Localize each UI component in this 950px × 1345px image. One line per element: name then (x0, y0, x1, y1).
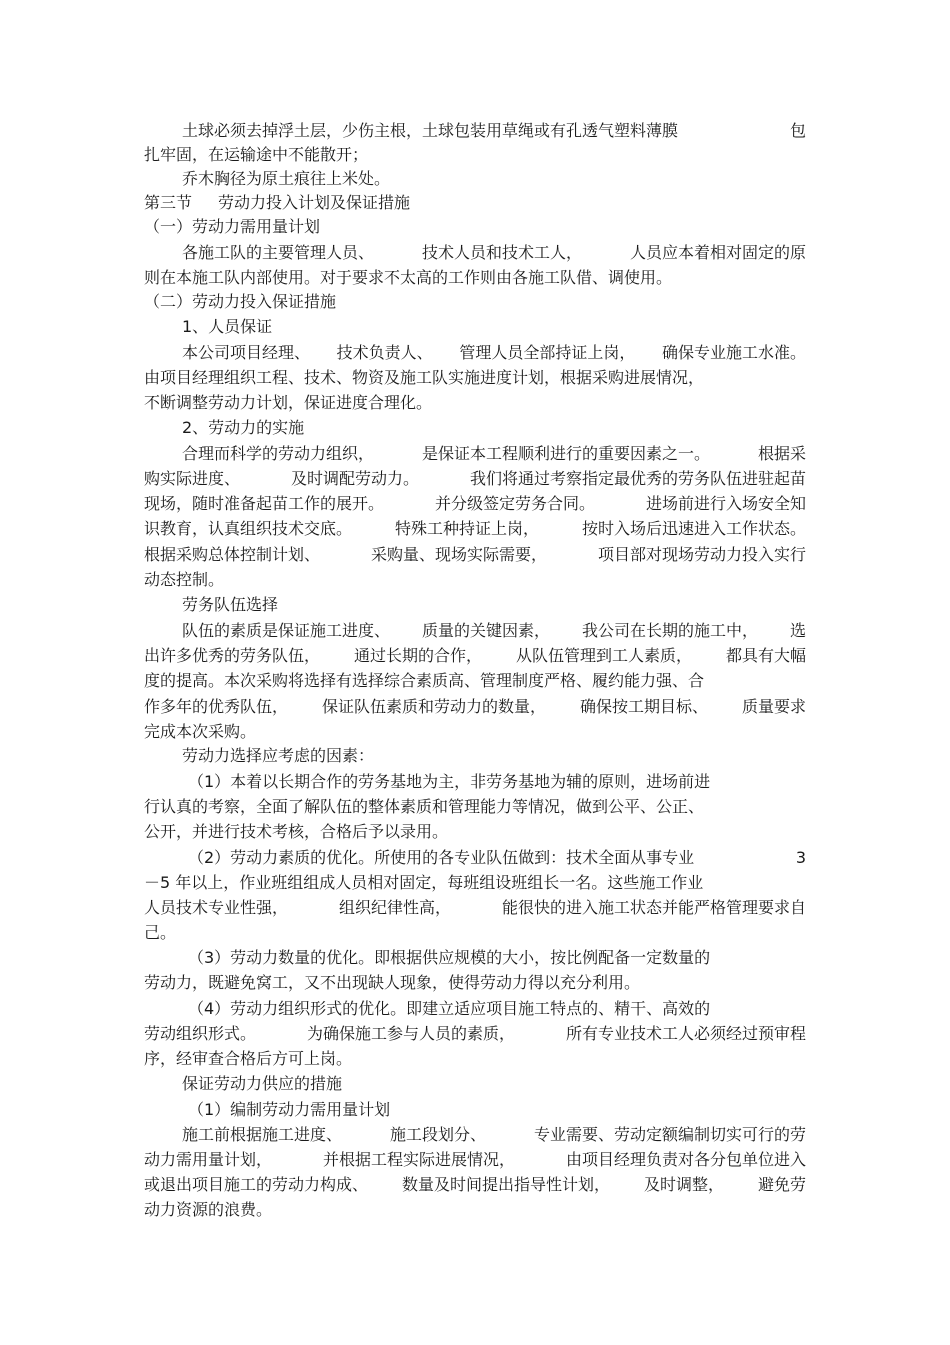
text-line (188, 999, 806, 1019)
text-segment: 扎牢固，在运输途中不能散开； (144, 145, 369, 164)
text-line (144, 193, 806, 213)
text-segment: 乔木胸径为原土痕往上米处。 (182, 169, 391, 188)
text-segment: 合理而科学的劳动力组织， (182, 444, 375, 463)
text-line (144, 545, 806, 565)
text-line (144, 898, 806, 918)
text-segment: 项目部对现场劳动力投入实行 (597, 545, 806, 564)
text-line (188, 848, 806, 868)
text-segment: 施工段划分、 (389, 1125, 486, 1144)
text-segment: 确保按工期目标、 (579, 697, 708, 716)
text-segment: （1）编制劳动力需用量计划 (188, 1100, 391, 1119)
text-line (144, 646, 806, 666)
text-line (182, 343, 806, 363)
text-segment: 确保专业施工水准。 (661, 343, 806, 362)
text-segment: 由项目经理负责对各分包单位进入 (565, 1150, 806, 1169)
text-segment: 1、人员保证 (182, 317, 273, 336)
text-segment: 动态控制。 (144, 570, 225, 589)
text-segment: 质量的关键因素， (421, 621, 550, 640)
text-segment: 劳动力，既避免窝工，又不出现缺人现象，使得劳动力得以充分利用。 (144, 973, 641, 992)
text-segment: 保证劳动力供应的措施 (182, 1074, 343, 1093)
text-line (144, 519, 806, 539)
text-line (144, 1049, 806, 1069)
text-segment: 公开，并进行技术考核，合格后予以录用。 (144, 822, 449, 841)
text-line (182, 595, 806, 615)
text-segment: 质量要求 (741, 697, 806, 716)
text-line (182, 169, 806, 189)
text-segment: 不断调整劳动力计划，保证进度合理化。 (144, 393, 433, 412)
text-segment: 能很快的进入施工状态并能严格管理要求自 (501, 898, 806, 917)
text-line (188, 772, 806, 792)
section-title: 劳动力投入计划及保证措施 (218, 193, 411, 212)
text-segment: 度的提高。本次采购将选择有选择综合素质高、管理制度严格、履约能力强、合 (144, 671, 705, 690)
text-segment: （一）劳动力需用量计划 (144, 217, 321, 236)
text-line (182, 1074, 806, 1094)
text-line (144, 873, 806, 893)
text-line (144, 570, 806, 590)
text-segment: 管理人员全部持证上岗， (459, 343, 636, 362)
text-line (144, 797, 806, 817)
text-line (144, 469, 806, 489)
text-segment: －5 年以上，作业班组组成人员相对固定，每班组设班组长一名。这些施工作业 (144, 873, 704, 892)
text-segment: 队伍的素质是保证施工进度、 (182, 621, 391, 640)
text-segment: 人员应本着相对固定的原 (629, 243, 806, 262)
text-segment: （4）劳动力组织形式的优化。即建立适应项目施工特点的、精干、高效的 (188, 999, 711, 1018)
text-line (144, 822, 806, 842)
text-segment: 技术负责人、 (336, 343, 433, 362)
text-segment: 作多年的优秀队伍， (144, 697, 289, 716)
text-segment: 劳动组织形式。 (144, 1024, 257, 1043)
text-segment: 采购量、现场实际需要， (370, 545, 547, 564)
text-segment: 则在本施工队内部使用。对于要求不太高的工作则由各施工队借、调使用。 (144, 268, 673, 287)
text-line (144, 1150, 806, 1170)
text-segment: 保证队伍素质和劳动力的数量， (321, 697, 546, 716)
text-segment: 所有专业技术工人必须经过预审程 (565, 1024, 806, 1043)
text-segment: 数量及时间提出指导性计划， (401, 1175, 610, 1194)
text-line (182, 621, 806, 641)
text-segment: 序，经审查合格后方可上岗。 (144, 1049, 353, 1068)
text-segment: 施工前根据施工进度、 (182, 1125, 343, 1144)
text-segment: 包 (789, 121, 806, 140)
text-segment: 都具有大幅 (725, 646, 806, 665)
text-line (188, 1100, 806, 1120)
text-segment: 按时入场后迅速进入工作状态。 (581, 519, 806, 538)
text-line (182, 746, 806, 766)
text-segment: （2）劳动力素质的优化。所使用的各专业队伍做到：技术全面从事专业 (188, 848, 695, 867)
text-line (182, 418, 806, 438)
text-segment: 并分级签定劳务合同。 (434, 494, 595, 513)
text-line (144, 722, 806, 742)
text-line (182, 1125, 806, 1145)
text-segment: 本公司项目经理、 (182, 343, 311, 362)
text-segment: 人员技术专业性强， (144, 898, 289, 917)
text-segment: 及时调整， (643, 1175, 724, 1194)
text-segment: 我们将通过考察指定最优秀的劳务队伍进驻起苗 (469, 469, 806, 488)
text-segment: 各施工队的主要管理人员、 (182, 243, 375, 262)
text-segment: 识教育，认真组织技术交底。 (144, 519, 353, 538)
text-line (188, 948, 806, 968)
text-line (144, 671, 806, 691)
text-line (144, 145, 806, 165)
text-segment: 动力资源的浪费。 (144, 1200, 273, 1219)
text-segment: 3 (795, 848, 806, 867)
text-segment: 劳动力选择应考虑的因素： (182, 746, 375, 765)
text-segment: 及时调配劳动力。 (290, 469, 419, 488)
text-line (182, 121, 806, 141)
text-segment: 特殊工种持证上岗， (394, 519, 539, 538)
text-segment: 或退出项目施工的劳动力构成、 (144, 1175, 369, 1194)
text-segment: 动力需用量计划， (144, 1150, 273, 1169)
text-segment: 并根据工程实际进展情况， (322, 1150, 515, 1169)
text-line (144, 393, 806, 413)
text-segment: 进场前进行入场安全知 (645, 494, 806, 513)
text-segment: 己。 (144, 923, 177, 942)
text-segment: 我公司在长期的施工中， (581, 621, 758, 640)
text-segment: 是保证本工程顺利进行的重要因素之一。 (421, 444, 710, 463)
text-line (144, 923, 806, 943)
text-line (182, 444, 806, 464)
text-segment: 为确保施工参与人员的素质， (306, 1024, 515, 1043)
text-segment: 2、劳动力的实施 (182, 418, 305, 437)
text-line (144, 1024, 806, 1044)
text-segment: 完成本次采购。 (144, 722, 257, 741)
text-segment: 出许多优秀的劳务队伍， (144, 646, 321, 665)
text-segment: 组织纪律性高， (338, 898, 451, 917)
text-line (182, 317, 806, 337)
text-segment: （1）本着以长期合作的劳务基地为主，非劳务基地为辅的原则，进场前进 (188, 772, 711, 791)
text-segment: 劳务队伍选择 (182, 595, 279, 614)
text-segment: 技术人员和技术工人， (421, 243, 582, 262)
text-line (144, 368, 806, 388)
text-line (144, 973, 806, 993)
text-line (144, 1175, 806, 1195)
text-line (144, 268, 806, 288)
text-segment: 从队伍管理到工人素质， (515, 646, 692, 665)
text-segment: 购实际进度、 (144, 469, 241, 488)
text-segment: 现场，随时准备起苗工作的展开。 (144, 494, 385, 513)
text-segment: 土球必须去掉浮土层，少伤主根，土球包装用草绳或有孔透气塑料薄膜 (182, 121, 679, 140)
text-segment: 由项目经理组织工程、技术、物资及施工队实施进度计划，根据采购进展情况， (144, 368, 705, 387)
text-line (144, 494, 806, 514)
text-segment: 根据采购总体控制计划、 (144, 545, 321, 564)
text-segment: （3）劳动力数量的优化。即根据供应规模的大小，按比例配备一定数量的 (188, 948, 711, 967)
section-number: 第三节 (144, 193, 193, 212)
text-line (144, 217, 806, 237)
text-segment: 选 (789, 621, 806, 640)
text-line (182, 243, 806, 263)
text-line (144, 292, 806, 312)
text-segment: 避免劳 (757, 1175, 806, 1194)
text-segment: （二）劳动力投入保证措施 (144, 292, 337, 311)
text-line (144, 1200, 806, 1220)
text-line (144, 697, 806, 717)
text-segment: 通过长期的合作， (353, 646, 482, 665)
text-segment: 根据采 (757, 444, 806, 463)
text-segment: 专业需要、劳动定额编制切实可行的劳 (533, 1125, 806, 1144)
text-segment: 行认真的考察，全面了解队伍的整体素质和管理能力等情况，做到公平、公正、 (144, 797, 705, 816)
